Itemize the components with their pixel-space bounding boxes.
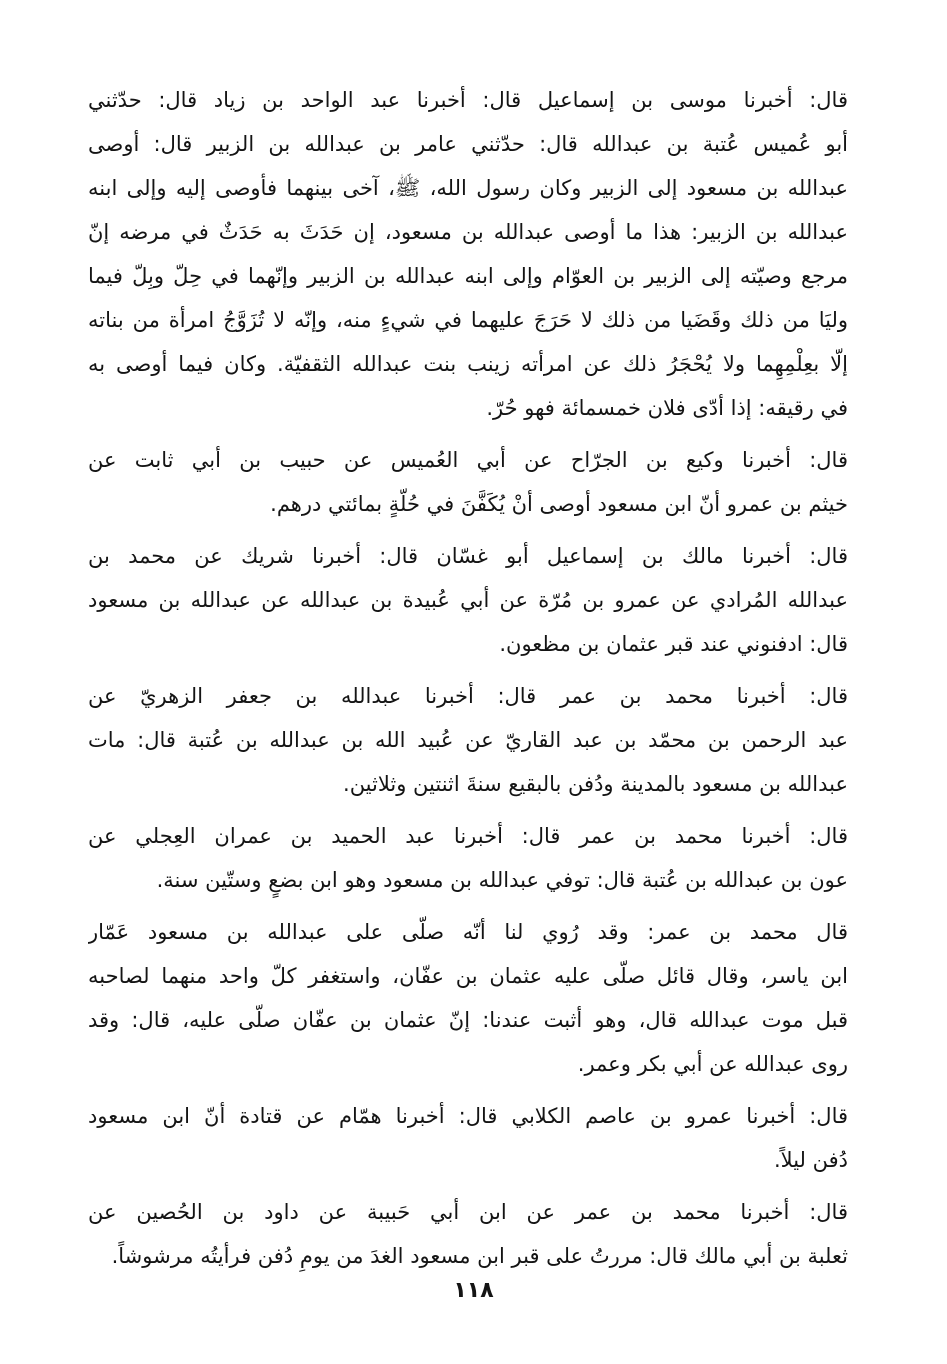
text-line: قال: أخبرنا وكيع بن الجرّاح عن أبي العُميس عن حبيب بن أبي ثابت عن bbox=[88, 448, 848, 472]
paragraph-3 bbox=[88, 534, 848, 666]
text-line: أبو عُميس عُتبة بن عبدالله قال: حدّثني عامر بن عبدالله بن الزبير قال: أوصى bbox=[88, 132, 848, 156]
text-line: قال: أخبرنا محمد بن عمر قال: أخبرنا عبدالله بن جعفر الزهريّ عن bbox=[88, 684, 848, 708]
text-line: في رقيقه: إذا أدّى فلان خمسمائة فهو حُرّ. bbox=[486, 396, 848, 420]
text-line: خيثم بن عمرو أنّ ابن مسعود أوصى أنْ يُكَفَّنَ في حُلّةٍ بمائتي درهم. bbox=[270, 492, 848, 516]
text-line: قال محمد بن عمر: وقد رُوي لنا أنّه صلّى على عبدالله بن مسعود عَمّار bbox=[88, 920, 848, 944]
text-line: ثعلبة بن أبي مالك قال: مررتُ على قبر ابن مسعود الغدَ من يومِ دُفن فرأيتُه مرشوشاً. bbox=[111, 1244, 848, 1268]
text-line: عبد الرحمن بن محمّد بن عبد القاريّ عن عُبيد الله بن عبدالله بن عُتبة قال: مات bbox=[88, 728, 848, 752]
text-line: قال: أخبرنا محمد بن عمر عن ابن أبي حَبيبة عن داود بن الحُصين عن bbox=[88, 1200, 848, 1224]
text-line: قبل موت عبدالله قال، وهو أثبت عندنا: إنّ عثمان بن عفّان صلّى عليه، قال: وقد bbox=[88, 1008, 848, 1032]
paragraph-2 bbox=[88, 438, 848, 526]
paragraph-8 bbox=[88, 1190, 848, 1278]
text-line: عبدالله بن مسعود بالمدينة ودُفن بالبقيع سنةَ اثنتين وثلاثين. bbox=[343, 772, 848, 796]
text-line: عبدالله بن مسعود إلى الزبير وكان رسول الله، ﷺ، آخى بينهما فأوصى إليه وإلى ابنه bbox=[88, 176, 848, 200]
paragraph-6 bbox=[88, 910, 848, 1086]
text-line: وليَا من ذلك وقَضَيا من ذلك لا حَرَجَ عليهما في شيءٍ منه، وإنّه لا تُزَوَّجُ امرأة من بناته bbox=[88, 308, 848, 332]
text-line: روى عبدالله عن أبي بكر وعمر. bbox=[577, 1052, 848, 1076]
text-line: مرجع وصيّته إلى الزبير بن العوّام وإلى ابنه عبدالله بن الزبير وإنّهما في حِلّ وبِلّ فيما bbox=[88, 264, 848, 288]
paragraph-1 bbox=[88, 78, 848, 430]
text-line: عبدالله بن الزبير: هذا ما أوصى عبدالله بن مسعود، إن حَدَثَ به حَدَثٌ في مرضه إنّ bbox=[88, 220, 848, 244]
text-line: قال: أخبرنا موسى بن إسماعيل قال: أخبرنا عبد الواحد بن زياد قال: حدّثني bbox=[88, 88, 848, 112]
text-line: إلّا بعِلْمِهِما ولا يُحْجَرُ ذلك عن امرأته زينب بنت عبدالله الثقفيّة. وكان فيما أوصى به bbox=[88, 352, 848, 376]
text-line: ابن ياسر، وقال قائل صلّى عليه عثمان بن عفّان، واستغفر كلّ واحد منهما لصاحبه bbox=[88, 964, 848, 988]
text-line: قال: أخبرنا مالك بن إسماعيل أبو غسّان قال: أخبرنا شريك عن محمد بن bbox=[88, 544, 848, 568]
text-line: عبدالله المُرادي عن عمرو بن مُرّة عن أبي عُبيدة بن عبدالله عن عبدالله بن مسعود bbox=[88, 588, 848, 612]
text-line: قال: أخبرنا محمد بن عمر قال: أخبرنا عبد الحميد بن عمران العِجلي عن bbox=[88, 824, 848, 848]
text-line: قال: أخبرنا عمرو بن عاصم الكلابي قال: أخبرنا همّام عن قتادة أنّ ابن مسعود bbox=[88, 1104, 848, 1128]
page-body bbox=[88, 78, 848, 1278]
page-number: ١١٨ bbox=[453, 1278, 494, 1303]
text-line: قال: ادفنوني عند قبر عثمان بن مظعون. bbox=[499, 632, 848, 656]
text-line: دُفن ليلاً. bbox=[774, 1148, 848, 1172]
text-line: عون بن عبدالله بن عُتبة قال: توفي عبدالله بن مسعود وهو ابن بضعٍ وستّين سنة. bbox=[156, 868, 848, 892]
paragraph-4 bbox=[88, 674, 848, 806]
paragraph-5 bbox=[88, 814, 848, 902]
paragraph-7 bbox=[88, 1094, 848, 1182]
